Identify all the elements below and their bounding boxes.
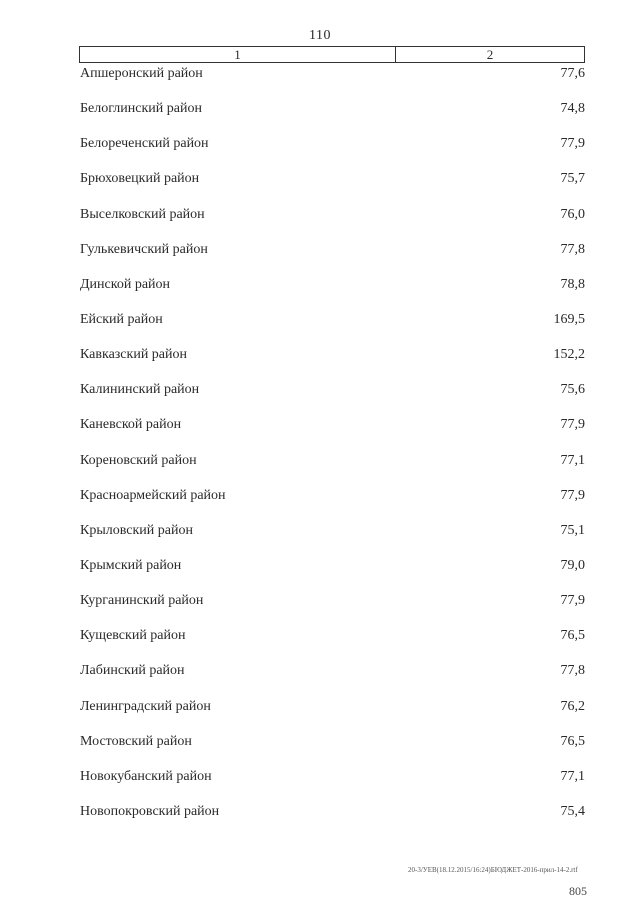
table-header [79,46,585,63]
district-value: 77,9 [560,593,585,609]
district-value: 152,2 [553,347,585,363]
table-row [80,661,585,696]
district-name: Апшеронский район [80,66,203,81]
table-row [80,169,585,204]
district-name: Новопокровский район [80,803,220,819]
table-row [80,486,585,521]
sheet-number: 805 [569,884,587,898]
district-name: Мостовский район [80,733,192,749]
district-name: Ейский район [80,311,163,327]
district-value: 76,2 [560,698,585,714]
district-name: Брюховецкий район [80,171,200,187]
district-name: Курганинский район [80,593,204,609]
district-value: 78,8 [560,276,585,292]
table-row [80,521,585,556]
table-row [80,451,585,486]
district-value: 76,0 [560,206,585,222]
table-row [80,415,585,450]
column-header-2: 2 [486,47,494,62]
district-name: Калининский район [80,382,200,398]
table-row [80,732,585,767]
district-value: 77,9 [560,417,585,433]
district-name: Динской район [80,276,171,292]
district-value: 77,8 [560,241,585,257]
district-value: 77,9 [560,487,585,503]
table-row [80,380,585,415]
table-row [80,310,585,345]
district-name: Новокубанский район [80,768,212,784]
table-row [80,205,585,240]
table-row [80,99,585,134]
district-name: Крымский район [80,557,182,573]
district-value: 75,7 [560,171,585,187]
district-name: Крыловский район [80,522,193,538]
district-name: Лабинский район [80,663,185,679]
table-row [80,591,585,626]
table-row [80,697,585,732]
district-value: 77,9 [560,136,585,152]
district-name: Каневской район [80,417,182,433]
district-value: 74,8 [560,101,585,117]
district-value: 77,8 [560,663,585,679]
table-row [80,556,585,591]
table-row [80,767,585,802]
district-name: Ленинградский район [80,698,211,714]
district-name: Белоглинский район [80,101,202,117]
district-name: Гулькевичский район [80,241,208,257]
table-row [80,275,585,310]
district-value: 76,5 [560,628,585,644]
district-value: 79,0 [560,557,585,573]
district-value: 77,1 [560,768,585,784]
district-value: 77,1 [560,452,585,468]
district-value: 75,1 [560,522,585,538]
table-row [80,64,585,99]
district-name: Белореченский район [80,136,209,152]
district-name: Кореновский район [80,452,197,468]
page-number: 110 [309,28,331,43]
district-value: 169,5 [553,311,585,327]
table-row [80,134,585,169]
table-row [80,802,585,837]
district-name: Выселковский район [80,206,205,222]
district-name: Кавказский район [80,347,188,363]
district-name: Кущевский район [80,628,186,644]
table-row [80,240,585,275]
district-value: 75,4 [560,803,585,819]
table-row [80,345,585,380]
district-value: 77,6 [560,66,585,81]
district-value: 76,5 [560,733,585,749]
table-body [80,64,585,837]
table-row [80,626,585,661]
district-value: 75,6 [560,382,585,398]
district-name: Красноармейский район [80,487,226,503]
column-header-1: 1 [80,47,396,62]
footer-file-code: 20-3/УЕВ(18.12.2015/16:24)БЮДЖЕТ-2016-прил-14-2.rtf [408,866,578,874]
